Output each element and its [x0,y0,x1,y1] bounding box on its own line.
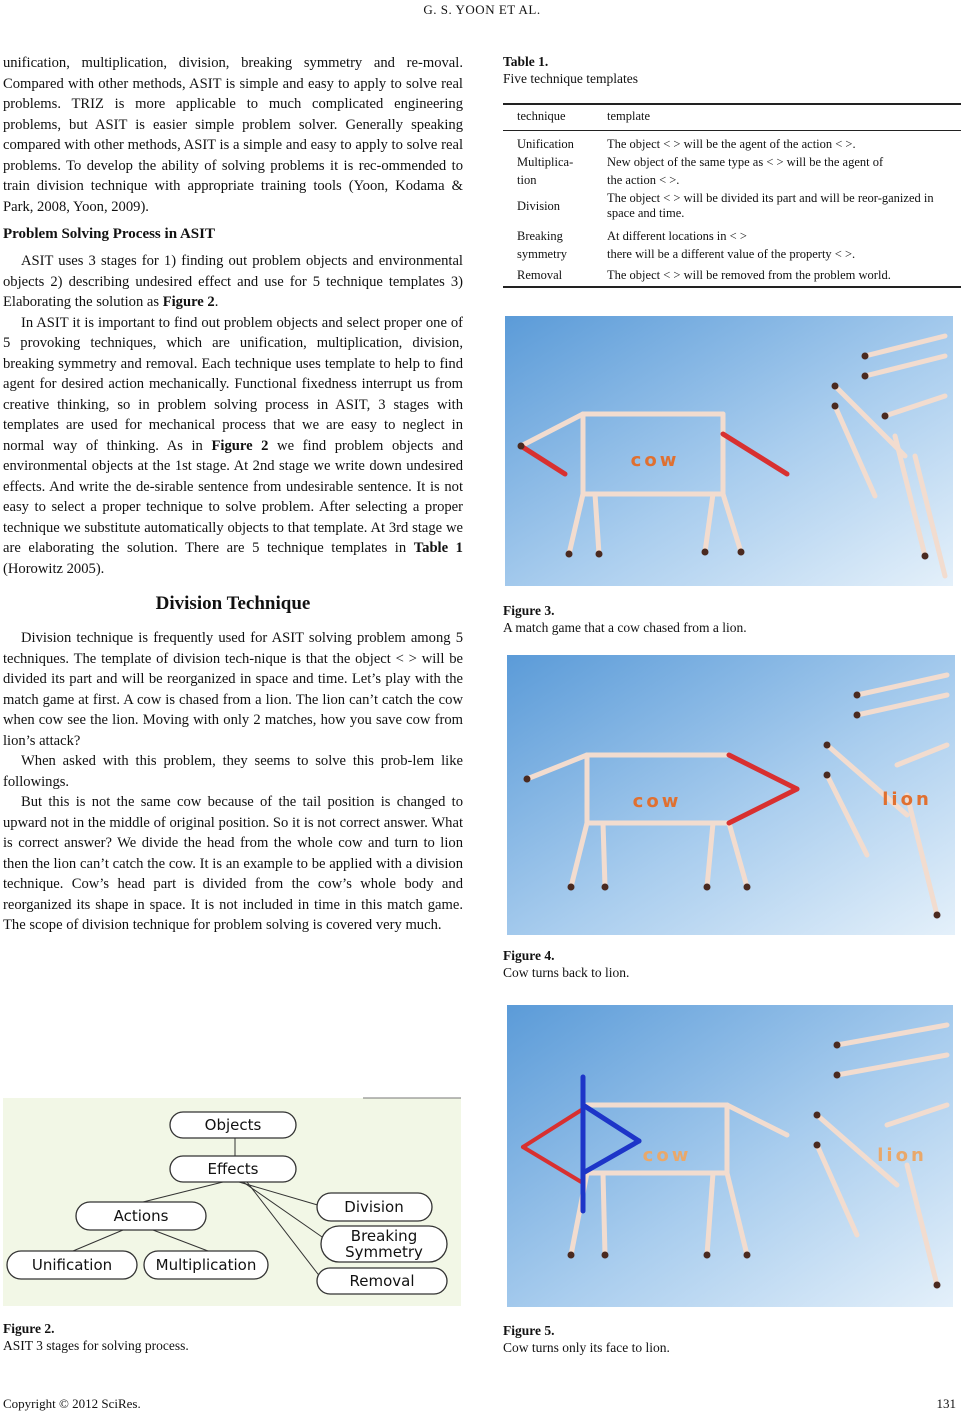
paragraph-intro: unification, multiplication, division, breaking symmetry and re-moval. Compared with other methods, ASIT is simple and easy to apply to solve real problems. TRIZ is more applicable to much complicated engineering problems, but ASIT is easier simple problem solver. Generally speaking compared with other methods, ASIT is a simple and easy to apply to solve real problems. To develop the ability of solving problems it is rec-ommended to train division technique with appropriate training tools (Yoon, Kodama & Park, 2008, Yoon, 2009). [3,55,463,215]
figure-5-cow-text: cow [642,1145,692,1166]
figure-3-cow-text: cow [630,450,680,471]
figure-4-image [507,655,955,935]
table-cell: At different locations in < > [607,229,747,243]
table-row [503,152,961,170]
node-removal: Removal [349,1272,415,1290]
node-objects: Objects [204,1116,262,1134]
figure-3-label: Figure 3. [503,603,555,618]
paragraph-templates [3,313,463,580]
node-unification: Unification [31,1256,113,1274]
table-cell: The object < > will be the agent of the action < >. [607,137,856,151]
left-column [3,53,463,936]
running-head: G. S. YOON ET AL. [423,2,541,17]
node-effects: Effects [207,1160,259,1178]
table-cell: symmetry [517,247,567,261]
table-header-template: template [599,104,961,131]
table-1-label: Table 1. [503,54,549,69]
table-row [503,244,961,262]
figure-2-diagram [3,1096,461,1308]
text-span: we find problem objects and environmental objects at the 1st stage. At 2nd stage we write down undesired effects. And write the de-sirable sentence from undesirable sentence. It is not easy to select a proper technique to solve problem. After selecting a proper technique we substitute automatically objects to that template. At 3rd stage we are elaborating the solution. There are 5 technique templates in [3,437,463,556]
table-cell: Multiplica- [517,155,574,169]
text-span: In ASIT it is important to find out problem objects and select proper one of 5 provoking techniques, which are unification, multiplication, division, breaking symmetry and removal. Each technique uses template to help to find agent for desired action mechanically. Functional fixedness interrupt us from creative thinking, so in problem solving process in ASIT, 3 stages with templates are used for mechanical process that we are easy to neglect in normal way of thinking. As in [3,314,463,454]
text-span: . [214,294,219,310]
table-header-technique: technique [503,104,599,131]
table-cell: Breaking [517,229,563,243]
figure-4 [507,655,955,935]
table-cell: New object of the same type as < > will be the agent of [607,155,884,169]
figure-5-caption [503,1322,961,1356]
table-cell: Unification [517,137,574,151]
table-ref: Table 1 [413,540,463,556]
figure-5-label: Figure 5. [503,1323,555,1338]
table-header-row [503,104,961,131]
figure-4-caption [503,947,961,981]
figure-4-label: Figure 4. [503,948,555,963]
table-row [503,221,961,244]
figure-ref: Figure 2 [162,294,215,310]
table-row [503,131,961,153]
table-row [503,170,961,188]
table-cell: The object < > will be divided its part and will be reor-ganized in space and time. [607,191,934,220]
table-row [503,188,961,221]
footer-copyright: Copyright © 2012 SciRes. [3,1396,141,1411]
figure-2-label: Figure 2. [3,1321,55,1336]
footer-page-number: 131 [936,1396,956,1411]
figure-3-image [505,316,953,586]
figure-5-image [507,1005,953,1307]
table-cell: Division [517,198,561,213]
table-cell: there will be a different value of the property < >. [607,247,856,261]
table-cell: Removal [503,262,599,287]
text-span: (Horowitz 2005). [3,560,105,577]
figure-5 [507,1005,953,1307]
table-cell: The object < > will be removed from the problem world. [599,262,961,287]
table-cell: tion [517,173,537,187]
paragraph-stages [3,251,463,313]
node-breaking: Breaking [350,1227,418,1245]
figure-5-caption-text: Cow turns only its face to lion. [503,1340,670,1355]
section-heading-division: Division Technique [155,593,311,614]
right-column [503,53,961,288]
figure-3-caption [503,602,961,636]
figure-ref: Figure 2 [211,437,269,454]
figure-2-caption [3,1320,461,1354]
figure-5-lion-text: lion [877,1145,927,1166]
paragraph-followings: When asked with this problem, they seems to solve this prob-lem like followings. [3,753,463,790]
figure-2-caption-text: ASIT 3 stages for solving process. [3,1338,189,1353]
paragraph-division: Division technique is frequently used for ASIT solving problem among 5 techniques. The template of division tech-nique is that the object < > will be divided its part and will be reorganized in space and time. Let’s play with the match game at first. A cow is chased from a lion. The lion can’t catch the cow when cow see the lion. Moving with only 2 matches, how you save cow from lion’s attack? [3,630,463,749]
node-multiplication: Multiplication [155,1256,257,1274]
table-1 [503,103,961,288]
table-cell: the action < >. [607,173,680,187]
figure-3 [505,316,953,586]
figure-4-lion-text: lion [882,789,932,810]
table-row [503,262,961,287]
node-actions: Actions [113,1207,169,1225]
figure-4-caption-text: Cow turns back to lion. [503,965,630,980]
node-division: Division [344,1198,404,1216]
section-heading-process: Problem Solving Process in ASIT [3,226,215,242]
figure-4-cow-text: cow [632,791,682,812]
node-symmetry: Symmetry [345,1243,423,1261]
figure-3-caption-text: A match game that a cow chased from a lion. [503,620,747,635]
table-1-caption: Five technique templates [503,71,638,86]
text-span: ASIT uses 3 stages for 1) finding out problem objects and environmental objects 2) describing undesired effect and use for 5 technique templates 3) Elaborating the solution as [3,253,463,310]
figure-2 [3,1096,461,1308]
paragraph-correct-answer: But this is not the same cow because of the tail position is changed to upward not in the middle of original position. So it is not correct answer. What is correct answer? We divide the head from the whole cow and turn to lion then the lion can’t catch the cow. It is an example to be applied with a division technique. Cow’s head part is divided from the cow’s whole body and reorganized its shape in space. It is not included in time in this match game. The scope of division technique for problem solving is covered very much. [3,794,463,933]
